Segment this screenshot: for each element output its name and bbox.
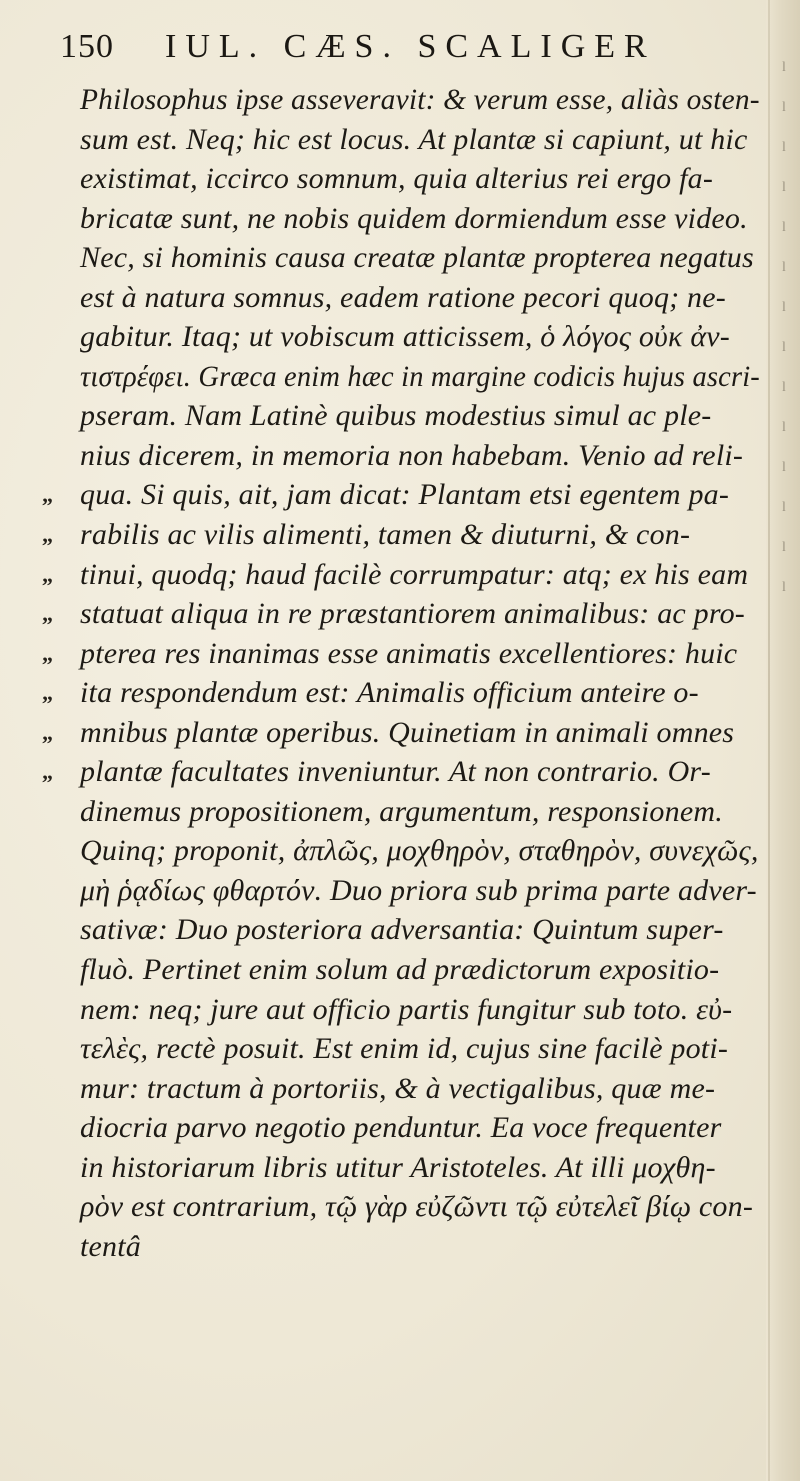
text-line bbox=[42, 792, 762, 832]
text-line bbox=[42, 1187, 762, 1227]
line-text: μὴ ῥᾳδίως φθαρτόν. Duo priora sub prima parte adver- bbox=[80, 873, 757, 907]
line-text: diocria parvo negotio penduntur. Ea voce frequenter bbox=[80, 1111, 722, 1145]
margin-mark: l bbox=[782, 500, 786, 515]
line-text: Nec, si hominis causa creatæ plantæ propterea negatus bbox=[80, 241, 754, 275]
margin-mark: l bbox=[782, 340, 786, 355]
text-line bbox=[42, 120, 762, 160]
line-text: pterea res inanimas esse animatis excellentiores: huic bbox=[80, 636, 738, 670]
text-line bbox=[42, 159, 762, 199]
quotation-mark: „ bbox=[42, 522, 54, 548]
line-text: ρὸν est contrarium, τῷ γὰρ εὐζῶντι τῷ εὐτελεῖ βίῳ con- bbox=[80, 1190, 754, 1224]
text-line bbox=[42, 752, 762, 792]
text-line bbox=[42, 436, 762, 476]
text-line bbox=[42, 199, 762, 239]
text-line bbox=[42, 594, 762, 634]
line-text: mur: tractum à portoriis, & à vectigalibus, quæ me- bbox=[80, 1071, 716, 1105]
margin-mark: l bbox=[782, 460, 786, 475]
text-line bbox=[42, 238, 762, 278]
text-line bbox=[42, 950, 762, 990]
quotation-mark: „ bbox=[42, 482, 54, 508]
line-text: τιστρέφει. Græca enim hæc in margine codicis hujus ascri- bbox=[80, 359, 760, 393]
line-text: gabitur. Itaq; ut vobiscum atticissem, ὁ λόγος οὐκ ἀν- bbox=[80, 320, 730, 354]
margin-mark: l bbox=[782, 380, 786, 395]
line-text: dinemus propositionem, argumentum, responsionem. bbox=[80, 794, 723, 828]
line-text: mnibus plantæ operibus. Quinetiam in animali omnes bbox=[80, 715, 735, 749]
line-text: tentâ bbox=[80, 1229, 141, 1263]
margin-mark: l bbox=[782, 180, 786, 195]
margin-mark: l bbox=[782, 540, 786, 555]
margin-mark: l bbox=[782, 60, 786, 75]
margin-show-through bbox=[774, 60, 796, 1060]
quotation-mark: „ bbox=[42, 680, 54, 706]
margin-mark: l bbox=[782, 580, 786, 595]
text-line bbox=[42, 475, 762, 515]
line-text: nius dicerem, in memoria non habebam. Venio ad reli- bbox=[80, 438, 744, 472]
line-text: sativæ: Duo posteriora adversantia: Quintum super- bbox=[80, 913, 724, 947]
line-text: bricatæ sunt, ne nobis quidem dormiendum esse video. bbox=[80, 201, 748, 235]
line-text: Philosophus ipse asseveravit: & verum esse, aliàs osten- bbox=[80, 83, 760, 116]
margin-mark: l bbox=[782, 300, 786, 315]
line-text: tinui, quodq; haud facilè corrumpatur: atq; ex his eam bbox=[80, 557, 749, 591]
line-text: existimat, iccirco somnum, quia alterius rei ergo fa- bbox=[80, 162, 714, 196]
text-line bbox=[42, 634, 762, 674]
text-line bbox=[42, 396, 762, 436]
text-line bbox=[42, 871, 762, 911]
text-line bbox=[42, 317, 762, 357]
line-text: pseram. Nam Latinè quibus modestius simul ac ple- bbox=[80, 399, 712, 433]
margin-mark: l bbox=[782, 220, 786, 235]
quotation-mark: „ bbox=[42, 561, 54, 587]
line-text: statuat aliqua in re præstantiorem animalibus: ac pro- bbox=[80, 597, 745, 631]
page-number: 150 bbox=[60, 28, 114, 65]
line-text: fluò. Pertinet enim solum ad prædictorum expositio- bbox=[80, 953, 720, 987]
quotation-mark: „ bbox=[42, 640, 54, 666]
body-text bbox=[42, 80, 762, 1266]
text-line bbox=[42, 673, 762, 713]
margin-mark: l bbox=[782, 140, 786, 155]
line-text: in historiarum libris utitur Aristoteles. At illi μοχθη- bbox=[80, 1150, 716, 1184]
text-line bbox=[42, 831, 762, 871]
line-text: qua. Si quis, ait, jam dicat: Plantam etsi egentem pa- bbox=[80, 478, 730, 512]
line-text: rabilis ac vilis alimenti, tamen & diuturni, & con- bbox=[80, 518, 691, 552]
text-line bbox=[42, 1227, 762, 1267]
running-head: IUL. CÆS. SCALIGER bbox=[165, 28, 656, 65]
page-header bbox=[60, 28, 760, 76]
margin-mark: l bbox=[782, 100, 786, 115]
text-line bbox=[42, 1069, 762, 1109]
text-line bbox=[42, 1108, 762, 1148]
line-text: plantæ facultates inveniuntur. At non contrario. Or- bbox=[80, 755, 711, 789]
line-text: sum est. Neq; hic est locus. At plantæ si capiunt, ut hic bbox=[80, 122, 748, 156]
text-line bbox=[42, 278, 762, 318]
line-text: est à natura somnus, eadem ratione pecori quoq; ne- bbox=[80, 280, 726, 314]
quotation-mark: „ bbox=[42, 719, 54, 745]
text-line bbox=[42, 515, 762, 555]
text-line bbox=[42, 80, 762, 120]
line-text: ita respondendum est: Animalis officium anteire o- bbox=[80, 676, 699, 710]
quotation-mark: „ bbox=[42, 759, 54, 785]
text-line bbox=[42, 357, 762, 397]
margin-mark: l bbox=[782, 420, 786, 435]
line-text: Quinq; proponit, ἀπλῶς, μοχθηρὸν, σταθηρὸν, συνεχῶς, bbox=[80, 834, 759, 868]
gutter-fold-line bbox=[768, 0, 770, 1481]
text-line bbox=[42, 990, 762, 1030]
text-line bbox=[42, 713, 762, 753]
margin-mark: l bbox=[782, 260, 786, 275]
line-text: τελὲς, rectè posuit. Est enim id, cujus sine facilè poti- bbox=[80, 1032, 729, 1066]
text-line bbox=[42, 1029, 762, 1069]
text-line bbox=[42, 555, 762, 595]
line-text: nem: neq; jure aut officio partis fungitur sub toto. εὐ- bbox=[80, 992, 733, 1026]
quotation-mark: „ bbox=[42, 601, 54, 627]
text-line bbox=[42, 910, 762, 950]
text-line bbox=[42, 1148, 762, 1188]
